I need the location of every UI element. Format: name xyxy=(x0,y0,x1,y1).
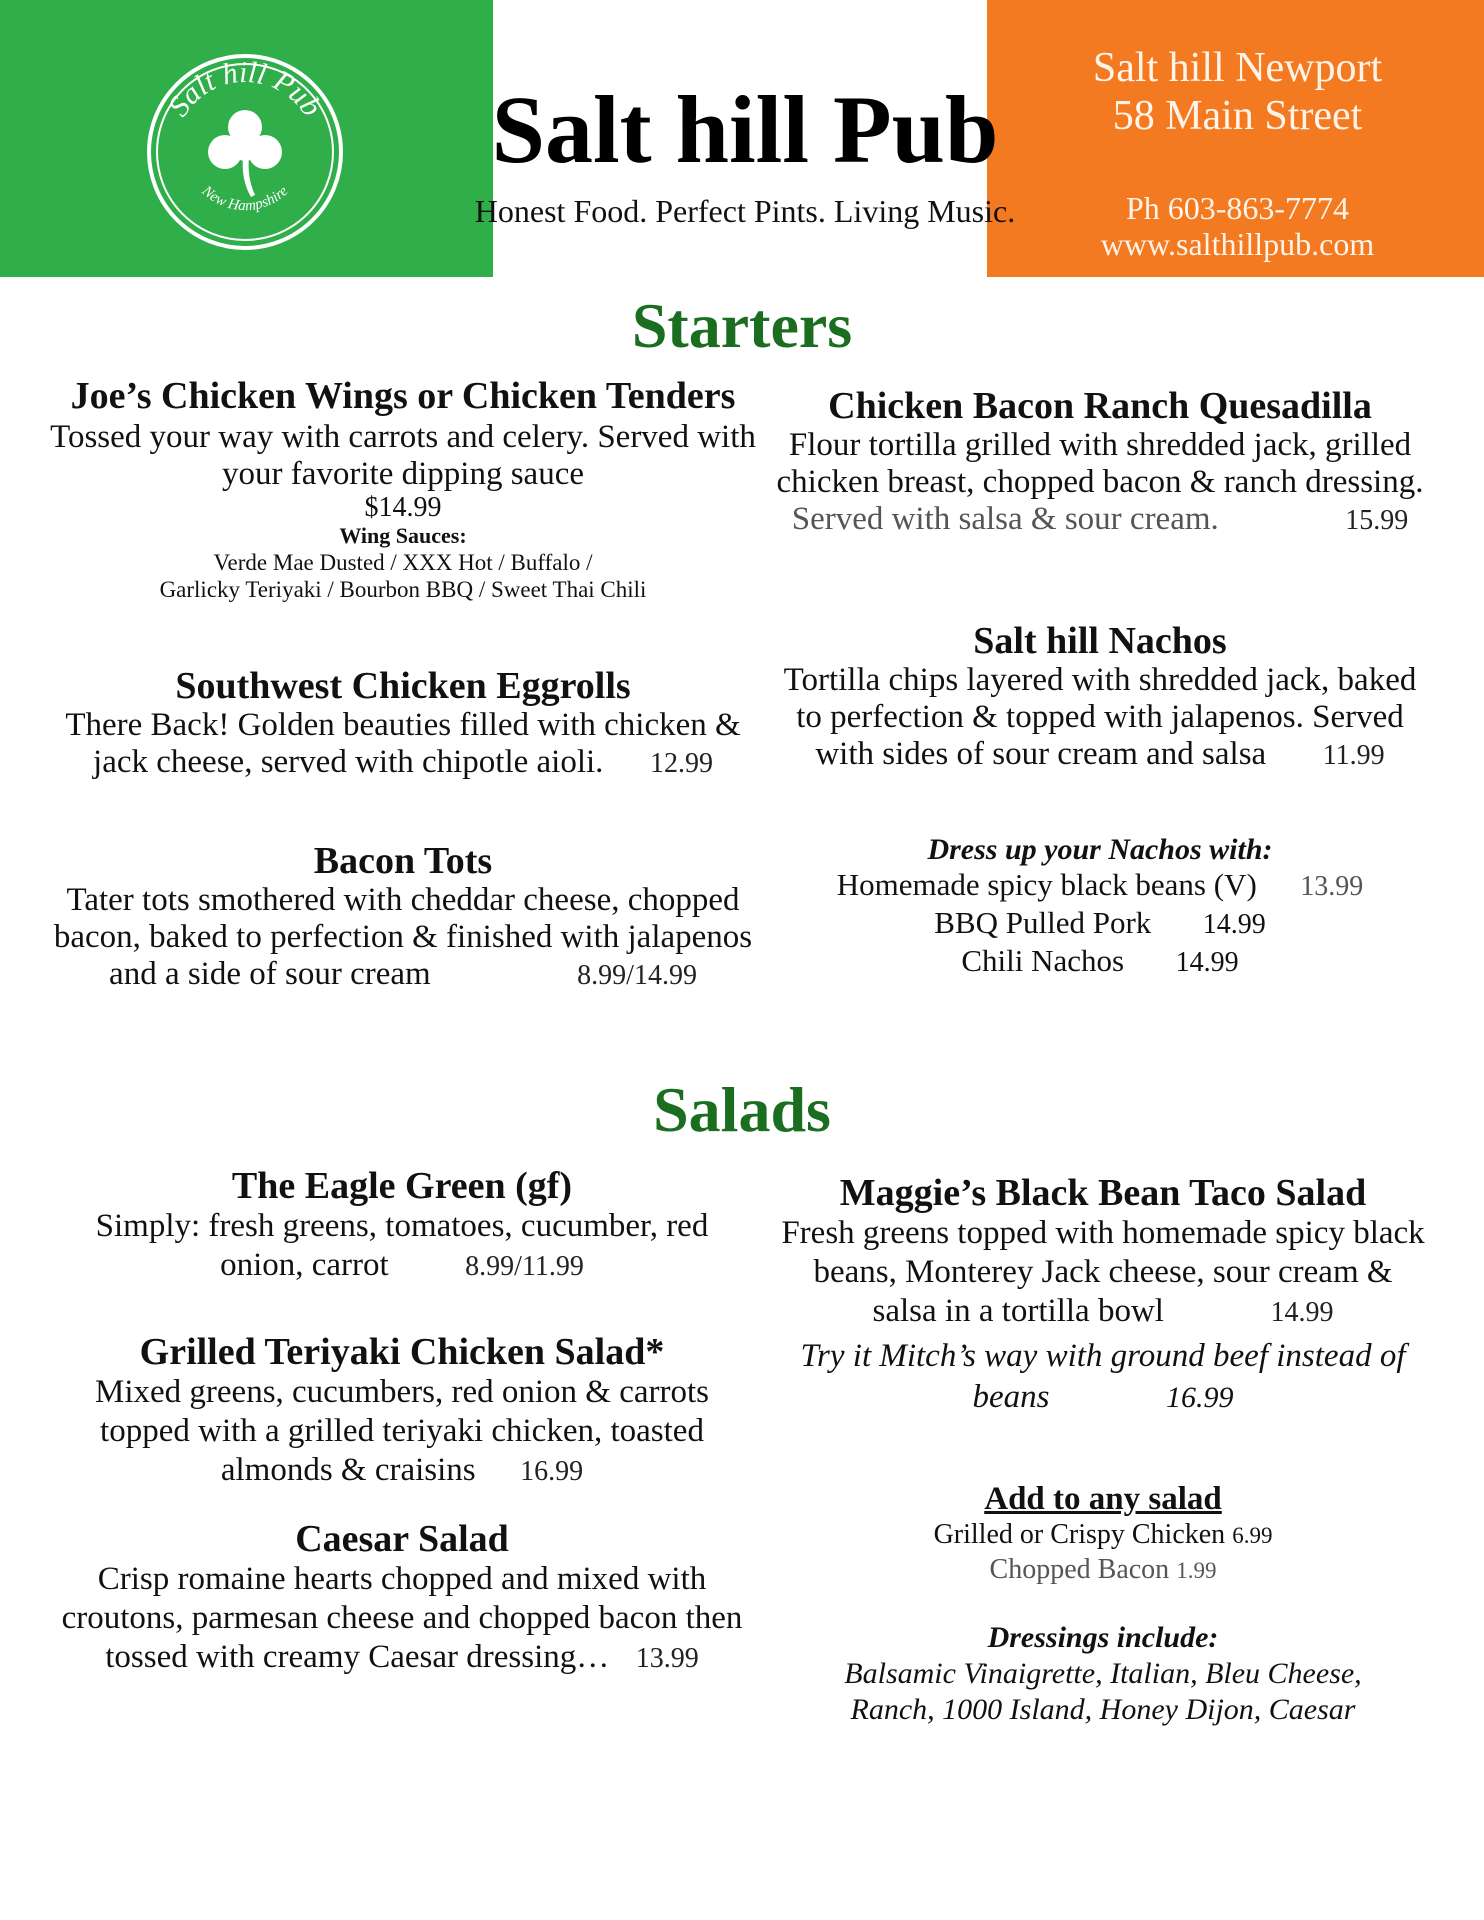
item-description-text: Crisp romaine hearts chopped and mixed with croutons, parmesan cheese and chopped bacon then tossed with creamy Caesar dressing… xyxy=(61,1561,743,1675)
item-price: 11.99 xyxy=(1322,740,1385,771)
nacho-option-price: 14.99 xyxy=(1202,909,1266,940)
addon-bacon-price: 1.99 xyxy=(1176,1558,1217,1583)
menu-item-wings xyxy=(48,375,758,603)
menu-item-bacon-tots xyxy=(48,840,758,994)
addon-chicken xyxy=(778,1518,1428,1553)
pub-tagline: Honest Food. Perfect Pints. Living Music. xyxy=(474,193,1016,229)
nacho-option-label: Chili Nachos xyxy=(961,943,1125,978)
phone-number: Ph 603-863-7774 xyxy=(1125,190,1350,226)
nacho-upgrades-colon: : xyxy=(1262,833,1273,866)
item-price: 15.99 xyxy=(1345,505,1409,536)
item-name: Bacon Tots xyxy=(313,840,493,882)
addons-label: Add to any salad xyxy=(984,1481,1222,1517)
nacho-upgrades-label-text: Dress up your Nachos with xyxy=(927,833,1263,866)
item-price: 12.99 xyxy=(649,748,713,779)
item-name: Joe’s Chicken Wings or Chicken Tenders xyxy=(70,375,736,417)
item-description xyxy=(770,662,1430,774)
starters-left-column xyxy=(48,375,758,1035)
nacho-option xyxy=(770,867,1430,905)
mitch-variation-text: Try it Mitch’s way with ground beef instead of beans xyxy=(800,1338,1406,1415)
dressings-label: Dressings include: xyxy=(987,1621,1219,1654)
item-description xyxy=(52,1207,752,1286)
nacho-option-price: 13.99 xyxy=(1300,871,1364,902)
dressings xyxy=(778,1620,1428,1728)
item-description-text: Tortilla chips layered with shredded jack, baked to perfection & topped with jalapenos. Served with sides of sour cream and salsa xyxy=(783,662,1417,772)
starters-right-column xyxy=(770,385,1430,1005)
salad-addons xyxy=(778,1480,1428,1588)
logo-top-text: Salt hill Pub xyxy=(161,55,329,123)
nacho-option-label: BBQ Pulled Pork xyxy=(934,905,1152,940)
pub-title: Salt hill Pub xyxy=(491,76,999,183)
item-description: Tossed your way with carrots and celery. Served with your favorite dipping sauce xyxy=(50,419,756,492)
salads-heading: Salads xyxy=(653,1074,831,1145)
item-name: Caesar Salad xyxy=(295,1518,509,1560)
salads-left-column xyxy=(52,1165,752,1725)
item-description xyxy=(48,707,758,782)
item-description-text: Tater tots smothered with cheddar cheese, chopped bacon, baked to perfection & finished with jalapenos and a side of sour cream xyxy=(53,882,753,992)
item-price: $14.99 xyxy=(364,492,442,523)
item-name: Maggie’s Black Bean Taco Salad xyxy=(839,1172,1367,1214)
menu-item-teriyaki-salad xyxy=(52,1331,752,1491)
street-address: 58 Main Street xyxy=(1112,93,1363,139)
item-description-extra: Served with salsa & sour cream. xyxy=(791,501,1219,537)
nacho-option-label: Homemade spicy black beans (V) xyxy=(836,867,1257,902)
nacho-option xyxy=(770,905,1430,943)
dressings-line-1: Balsamic Vinaigrette, Italian, Bleu Cheese, xyxy=(844,1657,1362,1690)
salads-right-column xyxy=(778,1172,1428,1732)
item-description-text: Mixed greens, cucumbers, red onion & carrots topped with a grilled teriyaki chicken, toasted almonds & craisins xyxy=(95,1374,709,1488)
menu-item-quesadilla xyxy=(770,385,1430,539)
nacho-option-price: 14.99 xyxy=(1175,947,1239,978)
menu-item-eagle-green xyxy=(52,1165,752,1286)
item-description-text: There Back! Golden beauties filled with chicken & jack cheese, served with chipotle aioli. xyxy=(65,707,741,780)
item-name: Grilled Teriyaki Chicken Salad* xyxy=(139,1331,665,1373)
nacho-upgrades-label xyxy=(770,833,1430,867)
item-name: Southwest Chicken Eggrolls xyxy=(175,665,631,707)
svg-text:New Hampshire xyxy=(198,182,292,214)
addon-bacon-label: Chopped Bacon xyxy=(989,1554,1170,1585)
mitch-variation-price: 16.99 xyxy=(1166,1381,1234,1414)
addon-chicken-label: Grilled or Crispy Chicken xyxy=(933,1519,1226,1550)
item-price: 13.99 xyxy=(635,1643,699,1674)
location-name: Salt hill Newport xyxy=(1092,45,1383,91)
addon-chicken-price: 6.99 xyxy=(1232,1523,1273,1548)
nacho-upgrades xyxy=(770,833,1430,981)
item-description xyxy=(52,1373,752,1491)
item-name: Chicken Bacon Ranch Quesadilla xyxy=(828,385,1372,427)
menu-item-eggrolls xyxy=(48,665,758,782)
item-price: 8.99/11.99 xyxy=(465,1251,584,1282)
item-description xyxy=(52,1560,752,1678)
menu-item-caesar-salad xyxy=(52,1518,752,1678)
item-price: 16.99 xyxy=(520,1456,584,1487)
item-description-text: Fresh greens topped with homemade spicy black beans, Monterey Jack cheese, sour cream & salsa in a tortilla bowl xyxy=(781,1215,1425,1329)
addon-bacon xyxy=(778,1553,1428,1588)
dressings-line-2: Ranch, 1000 Island, Honey Dijon, Caesar xyxy=(850,1693,1356,1726)
logo-bottom-text: New Hampshire xyxy=(198,183,292,215)
menu-item-taco-salad xyxy=(778,1172,1428,1418)
item-name: The Eagle Green (gf) xyxy=(231,1165,573,1207)
item-description-text: Simply: fresh greens, tomatoes, cucumber, red onion, carrot xyxy=(95,1208,709,1283)
item-description xyxy=(48,882,758,994)
item-name: Salt hill Nachos xyxy=(973,620,1227,662)
item-description-text: Flour tortilla grilled with shredded jack, grilled chicken breast, chopped bacon & ranch dressing. xyxy=(776,427,1424,500)
wing-sauces-line-1: Verde Mae Dusted / XXX Hot / Buffalo / xyxy=(213,550,593,575)
website-link[interactable]: www.salthillpub.com xyxy=(1100,226,1375,262)
wing-sauces-line-2: Garlicky Teriyaki / Bourbon BBQ / Sweet Thai Chili xyxy=(159,577,647,602)
item-description xyxy=(770,427,1430,539)
menu-item-nachos xyxy=(770,620,1430,774)
shamrock-icon xyxy=(208,110,282,197)
item-price: 8.99/14.99 xyxy=(577,960,697,991)
nacho-option xyxy=(770,943,1430,981)
starters-heading: Starters xyxy=(631,290,853,361)
pub-logo xyxy=(145,52,345,252)
mitch-variation xyxy=(778,1336,1428,1418)
item-price: 14.99 xyxy=(1270,1297,1334,1328)
item-description xyxy=(778,1214,1428,1332)
wing-sauces-label: Wing Sauces: xyxy=(339,523,467,548)
